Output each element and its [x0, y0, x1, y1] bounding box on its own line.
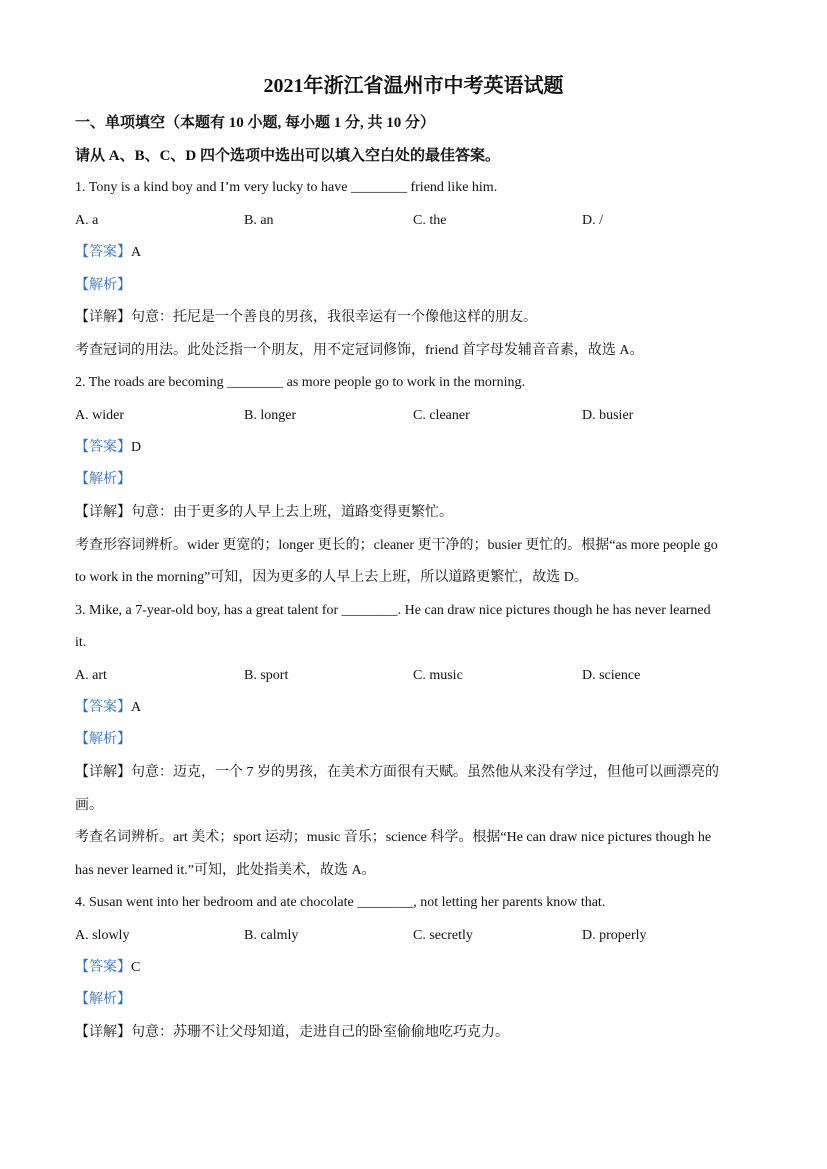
- detail-text: 句意：托尼是一个善良的男孩，我很幸运有一个像他这样的朋友。: [131, 310, 537, 325]
- question-4-stem: 4. Susan went into her bedroom and ate chocolate ________, not letting her parents know that.: [75, 895, 606, 910]
- answer-value: D: [131, 440, 142, 455]
- option-a: A. wider: [75, 408, 124, 423]
- question-3-explanation-cont: has never learned it.”可知，此处指美术，故选 A。: [75, 863, 376, 878]
- option-d: D. /: [582, 213, 603, 228]
- question-1-detail: [75, 308, 765, 328]
- answer-label: 【答案】: [75, 960, 131, 975]
- option-a: A. a: [75, 213, 99, 228]
- option-b: B. sport: [244, 668, 289, 683]
- question-4-answer: [75, 958, 765, 978]
- option-b: B. an: [244, 213, 274, 228]
- question-3-answer: [75, 698, 765, 718]
- answer-value: A: [131, 700, 142, 715]
- answer-label: 【答案】: [75, 700, 131, 715]
- detail-text: 句意：迈克，一个 7 岁的男孩，在美术方面很有天赋。虽然他从来没有学过，但他可以画漂亮的: [131, 765, 719, 780]
- option-d: D. science: [582, 668, 641, 683]
- question-1-answer: [75, 243, 765, 263]
- option-a: A. art: [75, 668, 107, 683]
- question-3-stem: 3. Mike, a 7-year-old boy, has a great talent for ________. He can draw nice pictures though he has never learned: [75, 603, 711, 618]
- question-2-detail: [75, 503, 765, 523]
- answer-value: C: [131, 960, 141, 975]
- option-c: C. music: [413, 668, 463, 683]
- detail-label: 【详解】: [75, 310, 131, 325]
- question-3-stem-cont: it.: [75, 635, 87, 650]
- detail-text: 句意：由于更多的人早上去上班，道路变得更繁忙。: [131, 505, 453, 520]
- question-4-analysis-label: 【解析】: [75, 992, 131, 1007]
- question-3-detail: [75, 763, 765, 783]
- question-3-explanation: 考查名词辨析。art 美术；sport 运动；music 音乐；science 科学。根据“He can draw nice pictures though he: [75, 830, 712, 845]
- question-2-answer: [75, 438, 765, 458]
- question-2-analysis-label: 【解析】: [75, 472, 131, 487]
- question-1-stem: 1. Tony is a kind boy and I’m very lucky to have ________ friend like him.: [75, 180, 498, 195]
- option-c: C. secretly: [413, 928, 473, 943]
- option-c: C. the: [413, 213, 447, 228]
- question-4-detail: [75, 1023, 765, 1043]
- question-1-explanation: 考查冠词的用法。此处泛指一个朋友，用不定冠词修饰，friend 首字母发辅音音素，故选 A。: [75, 343, 644, 358]
- question-2-stem: 2. The roads are becoming ________ as more people go to work in the morning.: [75, 375, 525, 390]
- page-title: 2021年浙江省温州市中考英语试题: [263, 75, 564, 97]
- option-c: C. cleaner: [413, 408, 470, 423]
- answer-label: 【答案】: [75, 245, 131, 260]
- answer-label: 【答案】: [75, 440, 131, 455]
- question-2-explanation-cont: to work in the morning”可知，因为更多的人早上去上班，所以道路更繁忙，故选 D。: [75, 570, 588, 585]
- detail-label: 【详解】: [75, 505, 131, 520]
- question-2-explanation: 考查形容词辨析。wider 更宽的；longer 更长的；cleaner 更干净的；busier 更忙的。根据“as more people go: [75, 538, 718, 553]
- section-heading: 一、单项填空（本题有 10 小题, 每小题 1 分, 共 10 分）: [75, 115, 436, 131]
- detail-text: 句意：苏珊不让父母知道，走进自己的卧室偷偷地吃巧克力。: [131, 1025, 509, 1040]
- question-3-analysis-label: 【解析】: [75, 732, 131, 747]
- question-1-analysis-label: 【解析】: [75, 278, 131, 293]
- option-b: B. longer: [244, 408, 297, 423]
- option-a: A. slowly: [75, 928, 130, 943]
- option-b: B. calmly: [244, 928, 299, 943]
- option-d: D. busier: [582, 408, 634, 423]
- section-instruction: 请从 A、B、C、D 四个选项中选出可以填入空白处的最佳答案。: [75, 148, 501, 164]
- option-d: D. properly: [582, 928, 647, 943]
- detail-label: 【详解】: [75, 765, 131, 780]
- question-3-detail-cont: 画。: [75, 798, 103, 813]
- answer-value: A: [131, 245, 142, 260]
- detail-label: 【详解】: [75, 1025, 131, 1040]
